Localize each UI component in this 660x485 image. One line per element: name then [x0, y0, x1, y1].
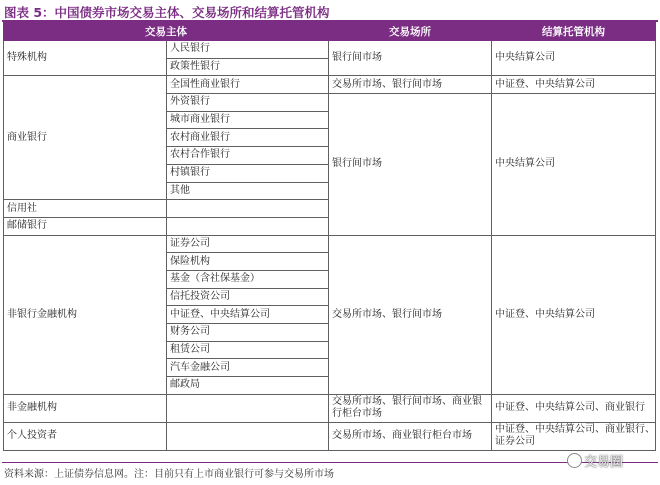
- watermark: [567, 451, 623, 470]
- sub-trust: 信托投资公司: [167, 288, 329, 306]
- source-note: 资料来源：上证债券信息网。注：目前只有上市商业银行可参与交易所市场: [4, 469, 334, 480]
- chart-title: 图表 5：中国债券市场交易主体、交易场所和结算托管机构: [4, 5, 330, 20]
- empty-cell: [167, 394, 329, 422]
- venue-commercial: 银行间市场: [329, 94, 492, 236]
- header-row: [4, 23, 656, 41]
- header-subject: 交易主体: [4, 23, 329, 41]
- footer-divider: [2, 462, 658, 463]
- table-row: [4, 235, 656, 253]
- empty-cell: [167, 200, 329, 218]
- sub-insurance: 保险机构: [167, 253, 329, 271]
- sub-securities: 证券公司: [167, 235, 329, 253]
- group-individual: 个人投资者: [4, 422, 167, 450]
- empty-cell: [167, 422, 329, 450]
- group-nonbank-fi: 非银行金融机构: [4, 235, 167, 394]
- table-row: [4, 394, 656, 422]
- sub-village-bank: 村镇银行: [167, 164, 329, 182]
- sub-auto-finance: 汽车金融公司: [167, 359, 329, 377]
- group-special: 特殊机构: [4, 41, 167, 76]
- group-postal: 邮储银行: [4, 217, 167, 235]
- group-commercial: 商业银行: [4, 76, 167, 200]
- sub-finance-co: 财务公司: [167, 324, 329, 342]
- group-nonfinancial: 非金融机构: [4, 394, 167, 422]
- sub-foreign-bank: 外资银行: [167, 94, 329, 112]
- sub-csdc: 中证登、中央结算公司: [167, 306, 329, 324]
- header-venue: 交易场所: [329, 23, 492, 41]
- sub-pboc: 人民银行: [167, 41, 329, 59]
- custody-special: 中央结算公司: [492, 41, 656, 76]
- sub-post-office: 邮政局: [167, 377, 329, 395]
- custody-national-bank: 中证登、中央结算公司: [492, 76, 656, 94]
- sub-other: 其他: [167, 182, 329, 200]
- table-row: [4, 41, 656, 59]
- wechat-icon: [567, 453, 582, 468]
- empty-cell: [167, 217, 329, 235]
- venue-individual: 交易所市场、商业银行柜台市场: [329, 422, 492, 450]
- custody-nonfin: 中证登、中央结算公司、商业银行: [492, 394, 656, 422]
- sub-rural-commercial: 农村商业银行: [167, 129, 329, 147]
- venue-nonfin: 交易所市场、银行间市场、商业银行柜台市场: [329, 394, 492, 422]
- custody-individual: 中证登、中央结算公司、商业银行、证券公司: [492, 422, 656, 450]
- custody-nonbank: 中证登、中央结算公司: [492, 235, 656, 394]
- sub-city-bank: 城市商业银行: [167, 111, 329, 129]
- watermark-text: 交易圈: [584, 455, 624, 470]
- bond-market-table: [3, 22, 656, 451]
- table-row: [4, 422, 656, 450]
- sub-rural-coop: 农村合作银行: [167, 147, 329, 165]
- venue-nonbank: 交易所市场、银行间市场: [329, 235, 492, 394]
- sub-policy-bank: 政策性银行: [167, 58, 329, 76]
- group-credit-coop: 信用社: [4, 200, 167, 218]
- custody-commercial: 中央结算公司: [492, 94, 656, 236]
- header-custody: 结算托管机构: [492, 23, 656, 41]
- sub-national-bank: 全国性商业银行: [167, 76, 329, 94]
- sub-leasing: 租赁公司: [167, 341, 329, 359]
- venue-special: 银行间市场: [329, 41, 492, 76]
- venue-national-bank: 交易所市场、银行间市场: [329, 76, 492, 94]
- table-row: [4, 76, 656, 94]
- sub-fund: 基金（含社保基金）: [167, 270, 329, 288]
